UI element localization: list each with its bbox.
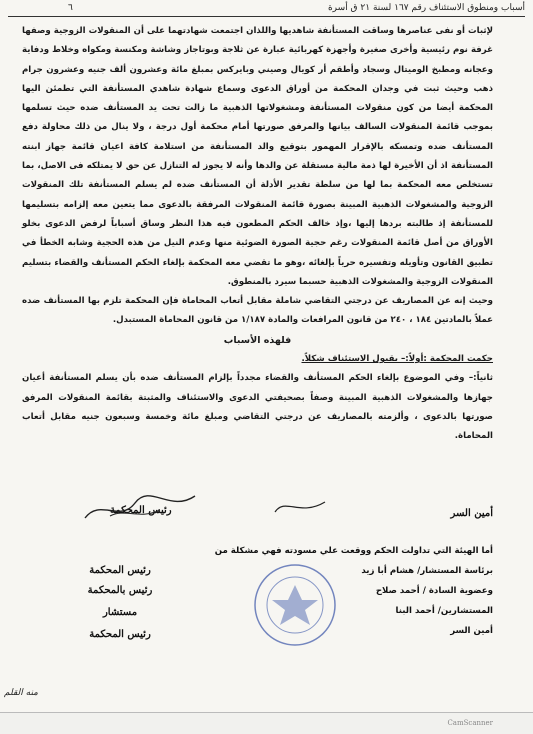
panel-secretary: أمين السر [450, 626, 493, 636]
counselor-signature: مستشار [102, 607, 138, 618]
court-seal [250, 560, 340, 650]
panel-members: وعضوية السادة / أحمد صلاح [375, 586, 493, 596]
page-number: ٦ [68, 3, 73, 13]
panel-intro: أما الهيئة التي تداولت الحكم ووقعت علي مسودته فهي مشكلة من [214, 546, 493, 556]
secretary-signature-top: أمين السر [450, 508, 493, 519]
president-3-signature: رئيس المحكمة [89, 629, 151, 640]
header-title: أسباب ومنطوق الاستئناف رقم ١٦٧ لسنة ٢١ ق أسرة [327, 3, 525, 13]
ruling-second: ثانياً:– وفي الموضوع بإلغاء الحكم المستأنف والقضاء مجدداً بإلزام المستأنف ضده بأن يسلم المستأنفة أعيان جهازها والمشغولات الذهبية المبينة وصفاً بصحيفتي الدعوى والاستئناف والمثبتة بقائمة المنقولات المرفق صورتها بالدعوى ، وألزمته بالمصاريف عن درجتي التقاضي ومبلغ مائة وخمسة وسبعون جنيه مقابل أتعاب المحاماة. [22, 373, 493, 442]
president-2-signature: رئيس بالمحكمة [87, 585, 153, 596]
footer-text: CamScanner [447, 719, 493, 727]
page-header [8, 3, 525, 15]
scanner-footer [0, 712, 533, 734]
panel-judges: المستشارين/ أحمد البنا [395, 606, 493, 616]
judgment-body [22, 22, 493, 447]
reasons-heading: فلهذه الأسباب [223, 334, 292, 346]
header-divider [8, 16, 525, 17]
panel-presidency: برئاسة المستشار/ هشام أبا زيد [361, 566, 493, 576]
handwritten-signature [80, 488, 200, 528]
ruling-intro: حكمت المحكمة :أولاً:– بقبول الاستئناف شكلاً. [301, 354, 493, 365]
secretary-signature-scribble [270, 492, 330, 522]
margin-note: منه القلم [4, 688, 38, 698]
president-signature-top: رئيس المحكمة [110, 505, 172, 516]
president-1-signature: رئيس المحكمة [89, 565, 151, 576]
paragraph-reasoning: لإثبات أو نفى عناصرها وساقت المستأنفة شاهديها واللذان اجتمعت شهادتهما على أن المنقولات الزوجية وصفها غرفة نوم رئيسية وأخرى صغيرة وأجهزة كهربائية عبارة عن ثلاجة وبوتاجاز وشاشة ومكنسة ومكواه وخلاط ودفاية وعجانه ومطبخ الوميتال وسجاد وأطقم أر كويال وصيني وبايركس بمبلغ مائة وعشرون ألف جنيه وعشرون جرام ذهب وحيث ثبت في وجدان المحكمة من أوراق الدعوى وسماع شهادة شاهدي المستأنفة التي تطمئن اليها المحكمة أيضا من كون منقولات المستأنفة ومشغولاتها الذهبية ما زالت تحت يد المستأنف ضده حيث تسلمها بموجب قائمة المنقولات السالف بيانها والمرفق صورتها أمام محكمة أول درجة ، ولا ينال من ذلك محاولة دفع المستأنف ضده وتمسكه بالإقرار المهمور بتوقيع والد المستأنفة من استلامة كافة اعيان قائمة جهاز ابنته المستأنفة اذ أن الأخيرة لها ذمة مالية مستقلة عن والدها وأنه لا يجوز له التنازل عن حق لا يمتلكه فى الاصل، بما تستخلص معه المحكمة بما لها من سلطة تقدير الأدلة أن المستأنف ضده لم يسلم المستأنفة تلك المنقولات الزوجية والمشغولات الذهبية المبينة بصورة قائمة المنقولات المرفقة بالدعوى مما يتعين معه إلزامه بتسليمها للمستأنفة إذ طالبته بردها إليها ،وإذ خالف الحكم المطعون فيه هذا النظر وساق أسباباً لرفض الدعوى بخلو الأوراق من أصل قائمة المنقولات رغم حجية الصورة الضوئية منها وعدم النيل من هذه الحجية وشابه الخطأ في تطبيق القانون وتأويله وتفسيره حرياً بإلغائه ،وهو ما تقضي معه المحكمة بإلغاء الحكم المستأنف والقضاء بتسليم المنقولات الزوجية والمشغولات الذهبية حسبما سيرد بالمنطوق. [22, 26, 493, 287]
paragraph-costs: وحيث إنه عن المصاريف عن درجتي التقاضي شاملة مقابل أتعاب المحاماة فإن المحكمة تلزم بها المستأنف ضده عملاً بالمادتين ١٨٤ ، ٢٤٠ من قانون المرافعات والمادة ١/١٨٧ من قانون المحاماة المستبدل. [22, 296, 493, 326]
